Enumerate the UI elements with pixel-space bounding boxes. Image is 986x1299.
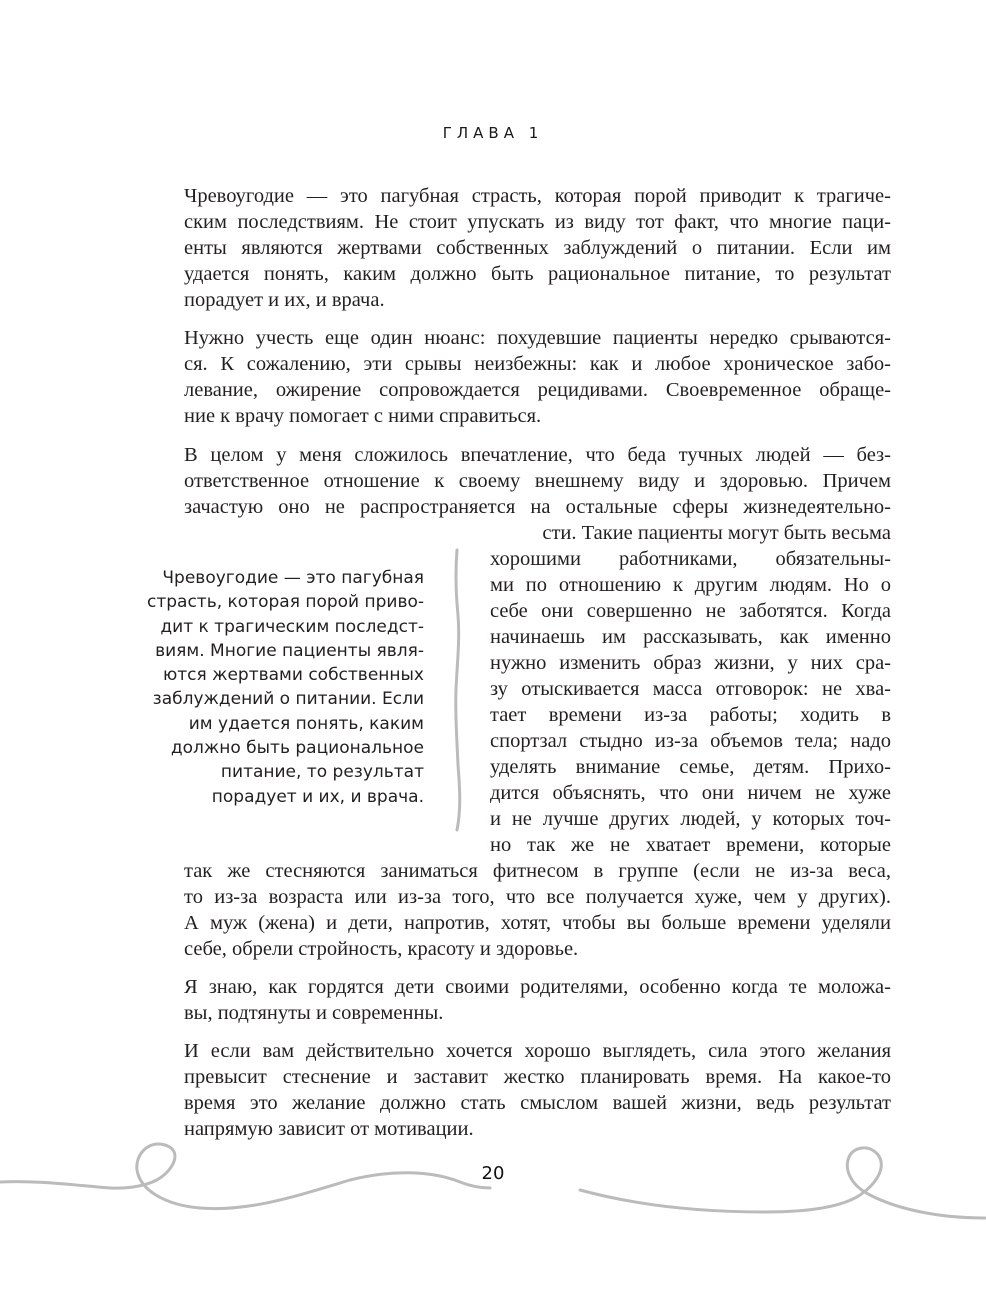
pull-quote-line: питание, то результат	[220, 762, 424, 783]
text-line: А муж (жена) и дети, напротив, хотят, чтобы вы больше времени уделяли	[184, 912, 891, 934]
pull-quote-line: ются жертвами собственных	[162, 665, 424, 686]
text-line: нужно изменить образ жизни, у них сра-	[490, 652, 891, 674]
text-line: и не лучше других людей, у которых точ-	[490, 808, 891, 830]
pull-quote-line: Чревоугодие — это пагубная	[162, 568, 424, 588]
pull-quote-line: виям. Многие пациенты явля-	[155, 640, 424, 661]
text-line: енты являются жертвами собственных заблуждений о питании. Если им	[184, 237, 891, 259]
pull-quote-divider	[445, 545, 475, 835]
text-line: ся. К сожалению, эти срывы неизбежны: как и любое хроническое забо-	[184, 353, 891, 375]
text-line: уделять внимание семье, детям. Прихо-	[490, 756, 891, 778]
text-line: вы, подтянуты и современны.	[184, 1002, 444, 1024]
text-line: ние к врачу помогает с ними справиться.	[184, 405, 542, 427]
text-line: тает времени из-за работы; ходить в	[490, 704, 891, 726]
text-line: порадует и их, и врача.	[184, 289, 385, 311]
pull-quote-line: заблуждений о питании. Если	[152, 689, 424, 710]
text-line: Нужно учесть еще один нюанс: похудевшие пациенты нередко срываются-	[184, 327, 891, 349]
page-number: 20	[481, 1163, 505, 1184]
text-line: Чревоугодие — это пагубная страсть, которая порой приводит к трагиче-	[184, 185, 891, 207]
text-line: сти. Такие пациенты могут быть весьма	[542, 522, 891, 544]
swirl-ornament-left	[0, 1140, 495, 1230]
text-line: спортзал стыдно из-за объемов тела; надо	[490, 730, 891, 752]
pull-quote-line: страсть, которая порой приво-	[146, 592, 424, 613]
pull-quote-line: должно быть рациональное	[170, 738, 424, 759]
text-line: зачастую оно не распространяется на остальные сферы жизнедеятельно-	[184, 496, 891, 518]
text-line: но так же не хватает времени, которые	[490, 834, 891, 856]
text-line: И если вам действительно хочется хорошо выглядеть, сила этого желания	[184, 1040, 891, 1062]
text-line: себе они совершенно не заботятся. Когда	[490, 600, 891, 622]
swirl-ornament-right	[575, 1140, 986, 1230]
text-line: Я знаю, как гордятся дети своими родителями, особенно когда те моложа-	[184, 976, 891, 998]
text-line: так же стесняются заниматься фитнесом в группе (если не из-за веса,	[184, 860, 891, 882]
text-line: себе, обрели стройность, красоту и здоровье.	[184, 938, 579, 960]
text-line: ответственное отношение к своему внешнему виду и здоровью. Причем	[184, 470, 891, 492]
text-line: напрямую зависит от мотивации.	[184, 1118, 474, 1140]
text-line: ми по отношению к другим людям. Но о	[490, 574, 891, 596]
chapter-header: ГЛАВА 1	[442, 124, 544, 142]
text-line: начинаешь им рассказывать, как именно	[490, 626, 891, 648]
text-line: превысит стеснение и заставит жестко планировать время. На какое-то	[184, 1066, 891, 1088]
text-line: дится объяснять, что они ничем не хуже	[490, 782, 891, 804]
pull-quote	[100, 566, 424, 809]
text-line: время это желание должно стать смыслом вашей жизни, ведь результат	[184, 1092, 891, 1114]
text-line: ским последствиям. Не стоит упускать из виду тот факт, что многие паци-	[184, 211, 891, 233]
pull-quote-line: порадует и их, и врача.	[211, 786, 424, 807]
text-line: В целом у меня сложилось впечатление, что беда тучных людей — без-	[184, 444, 891, 466]
text-line: хорошими работниками, обязательны-	[490, 548, 891, 570]
text-line: зу отыскивается масса отговорок: не хва-	[490, 678, 891, 700]
text-line: то из-за возраста или из-за того, что все получается хуже, чем у других).	[184, 886, 891, 908]
pull-quote-line: дит к трагическим последст-	[160, 616, 424, 637]
pull-quote-line: им удается понять, каким	[188, 713, 424, 734]
text-line: левание, ожирение сопровождается рецидивами. Своевременное обраще-	[184, 379, 891, 401]
text-line: удается понять, каким должно быть рациональное питание, то результат	[184, 263, 891, 285]
